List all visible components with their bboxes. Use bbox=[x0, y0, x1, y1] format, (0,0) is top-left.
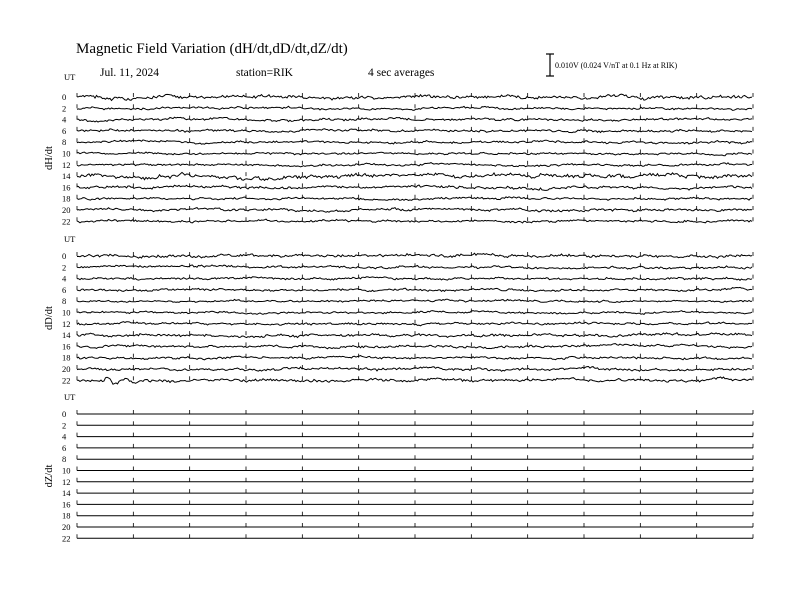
hour-label: 8 bbox=[62, 454, 67, 465]
trace-line bbox=[77, 197, 752, 201]
trace-line bbox=[77, 367, 752, 372]
hour-label: 6 bbox=[62, 284, 67, 295]
station-label: station=RIK bbox=[236, 67, 293, 79]
trace-line bbox=[77, 333, 752, 338]
hour-label: 14 bbox=[62, 488, 71, 499]
hour-label: 18 bbox=[62, 510, 71, 521]
trace-line bbox=[77, 140, 752, 144]
trace-line bbox=[77, 163, 752, 167]
trace-line bbox=[77, 94, 752, 100]
panel-axis-label: dH/dt bbox=[44, 146, 55, 170]
hour-label: 20 bbox=[62, 364, 71, 374]
hour-label: 8 bbox=[62, 296, 67, 307]
trace-line bbox=[77, 152, 752, 156]
hour-label: 18 bbox=[62, 352, 71, 363]
hour-label: 18 bbox=[62, 193, 71, 204]
trace-line bbox=[77, 344, 752, 349]
ut-axis-label: UT bbox=[64, 72, 76, 82]
panels bbox=[44, 72, 753, 543]
hour-label: 0 bbox=[62, 92, 67, 102]
trace-line bbox=[77, 172, 752, 180]
panel-axis-label: dD/dt bbox=[44, 306, 55, 330]
hour-label: 2 bbox=[62, 262, 67, 273]
averaging-label: 4 sec averages bbox=[368, 67, 435, 79]
panel-2 bbox=[44, 392, 753, 543]
trace-line bbox=[77, 356, 752, 360]
hour-label: 20 bbox=[62, 205, 71, 215]
hour-label: 12 bbox=[62, 318, 71, 329]
ut-axis-label: UT bbox=[64, 234, 76, 244]
date-label: Jul. 11, 2024 bbox=[100, 67, 159, 79]
hour-label: 10 bbox=[62, 307, 71, 318]
trace-line bbox=[77, 299, 752, 302]
hour-label: 6 bbox=[62, 125, 67, 136]
hour-label: 22 bbox=[62, 216, 71, 227]
trace-line bbox=[77, 117, 752, 122]
hour-label: 8 bbox=[62, 137, 67, 148]
hour-label: 2 bbox=[62, 420, 67, 431]
trace-line bbox=[77, 185, 752, 190]
hour-label: 0 bbox=[62, 251, 67, 261]
hour-label: 4 bbox=[62, 431, 67, 442]
hour-label: 16 bbox=[62, 499, 71, 510]
hour-label: 22 bbox=[62, 533, 71, 544]
trace-line bbox=[77, 277, 752, 281]
hour-label: 22 bbox=[62, 375, 71, 386]
hour-label: 10 bbox=[62, 465, 71, 476]
hour-label: 14 bbox=[62, 171, 71, 182]
scale-bar-label: 0.010V (0.024 V/nT at 0.1 Hz at RIK) bbox=[555, 61, 678, 70]
trace-line bbox=[77, 287, 752, 291]
hour-label: 14 bbox=[62, 330, 71, 341]
hour-label: 16 bbox=[62, 182, 71, 193]
trace-line bbox=[77, 219, 752, 223]
hour-label: 0 bbox=[62, 409, 67, 419]
trace-line bbox=[77, 311, 752, 315]
hour-label: 6 bbox=[62, 442, 67, 453]
hour-label: 4 bbox=[62, 273, 67, 284]
hour-label: 12 bbox=[62, 476, 71, 487]
trace-line bbox=[77, 253, 752, 258]
hour-label: 2 bbox=[62, 103, 67, 114]
chart-title: Magnetic Field Variation (dH/dt,dD/dt,dZ/dt) bbox=[76, 41, 348, 57]
panel-axis-label: dZ/dt bbox=[44, 464, 55, 488]
panel-1 bbox=[44, 234, 753, 385]
hour-label: 4 bbox=[62, 114, 67, 125]
trace-line bbox=[77, 129, 752, 133]
panel-0 bbox=[44, 72, 753, 226]
trace-line bbox=[77, 265, 752, 269]
ut-axis-label: UT bbox=[64, 392, 76, 402]
trace-line bbox=[77, 208, 752, 213]
hour-label: 12 bbox=[62, 159, 71, 170]
trace-line bbox=[77, 377, 752, 384]
trace-line bbox=[77, 106, 752, 110]
hour-label: 10 bbox=[62, 148, 71, 159]
trace-line bbox=[77, 322, 752, 326]
hour-label: 16 bbox=[62, 341, 71, 352]
scale-bar bbox=[546, 54, 554, 76]
hour-label: 20 bbox=[62, 522, 71, 532]
